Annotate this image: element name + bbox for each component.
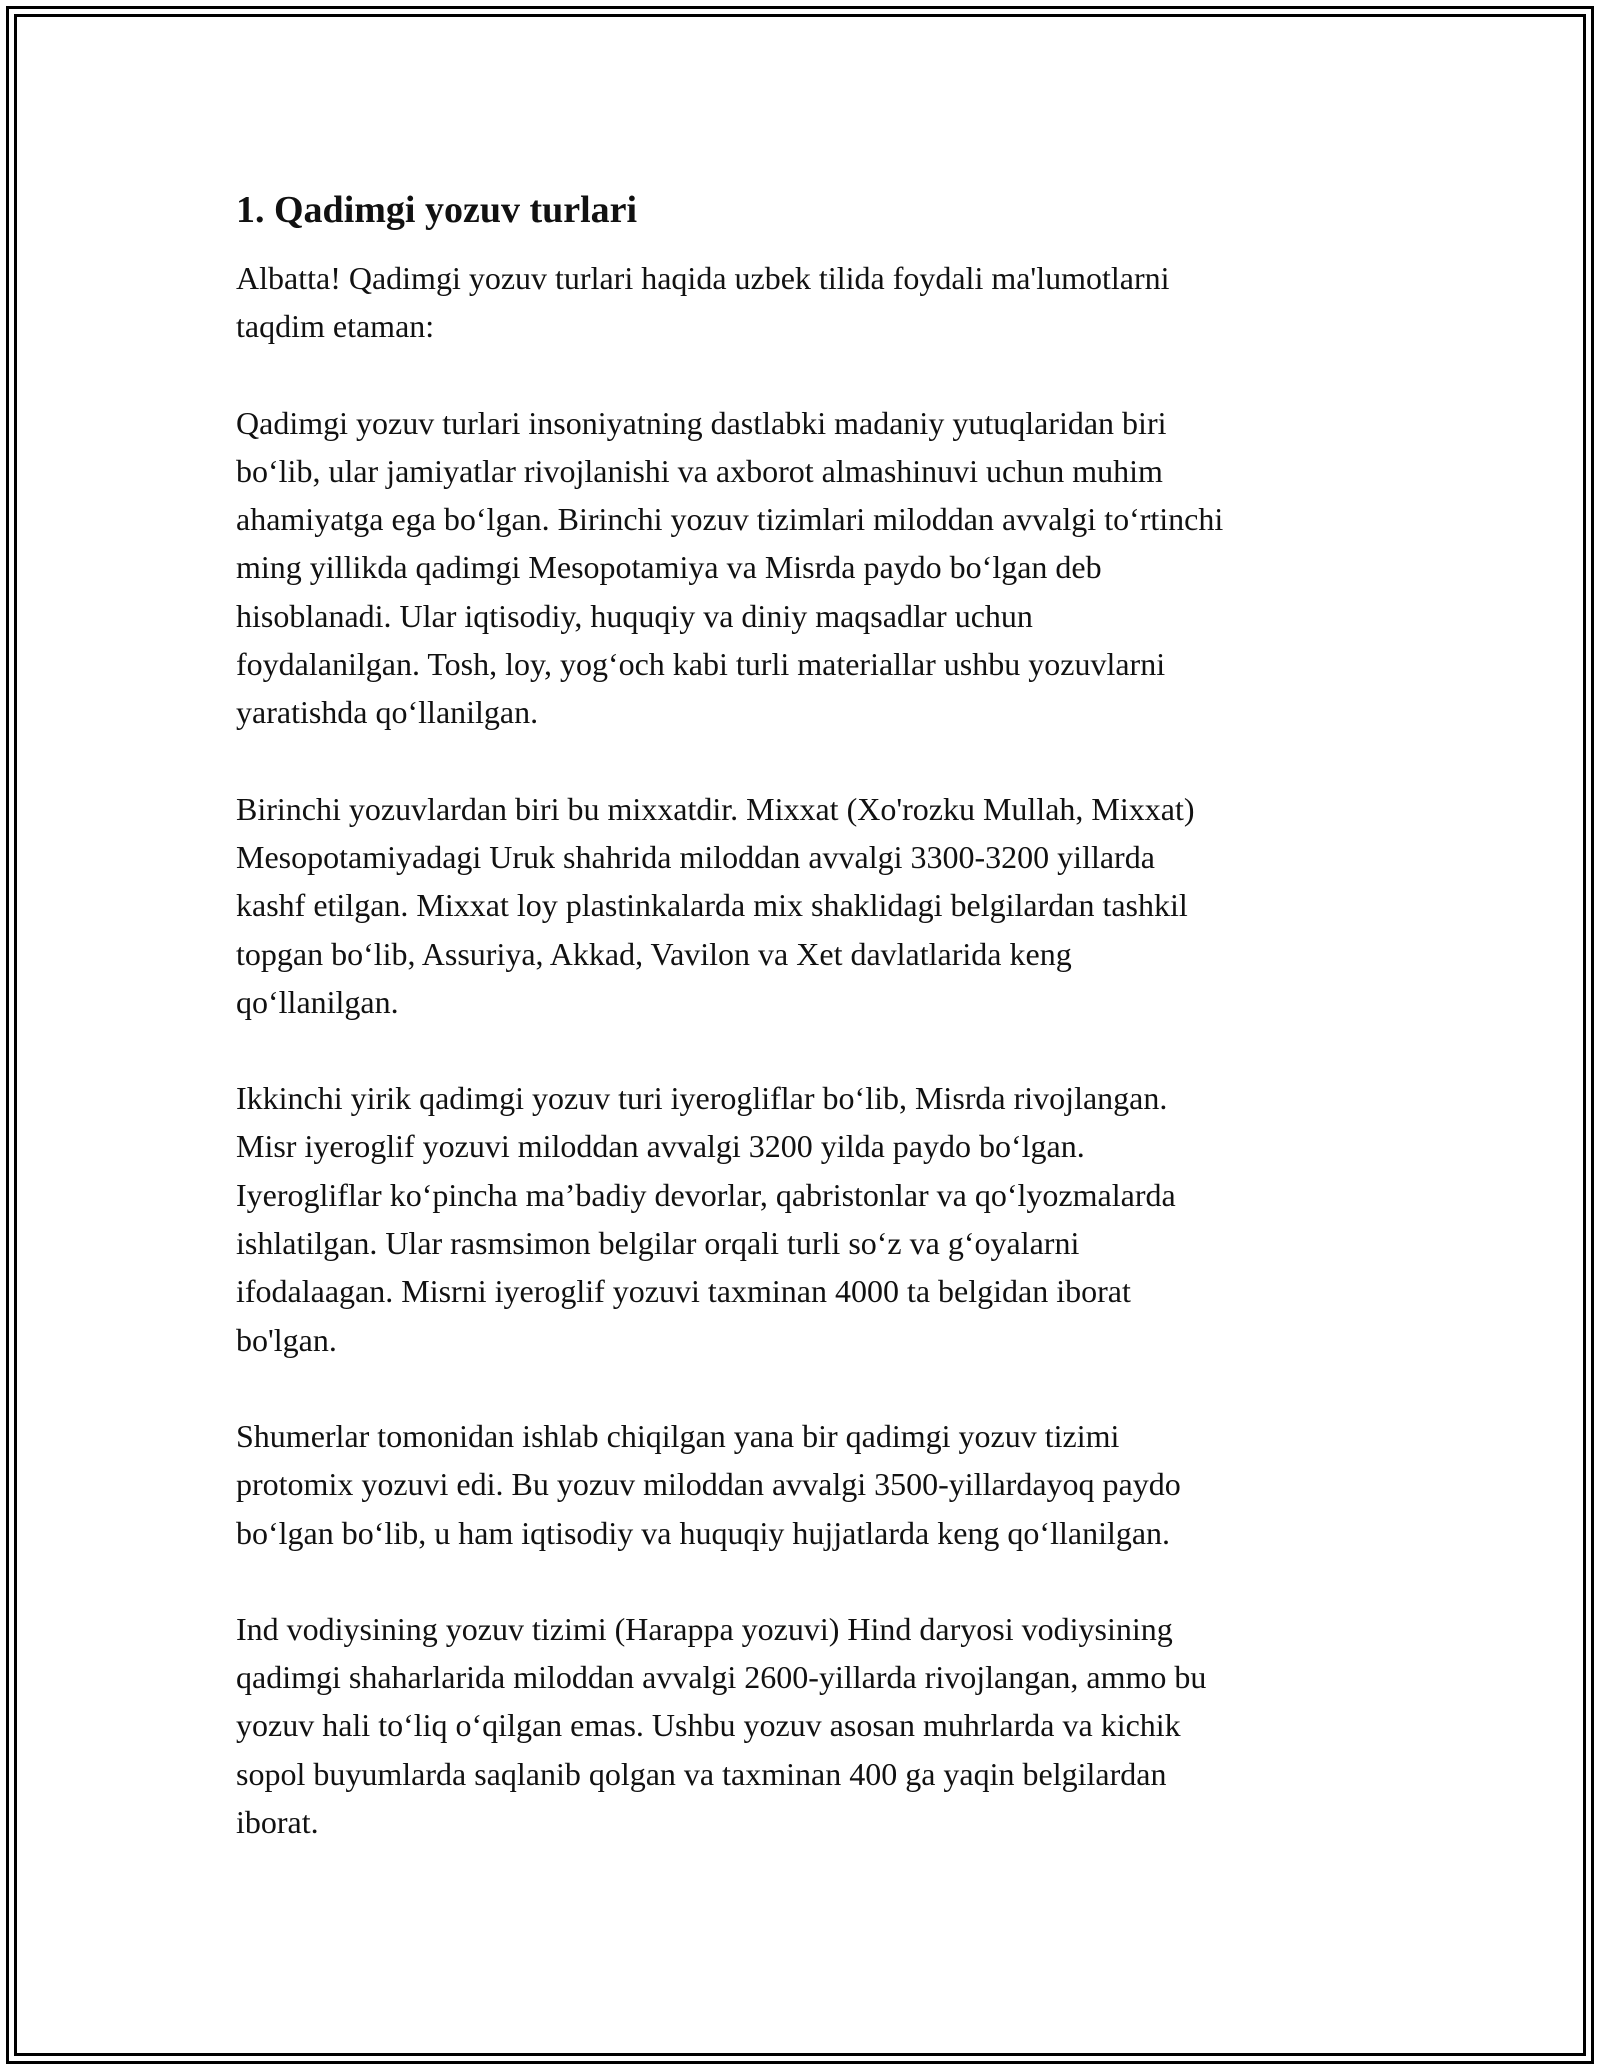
paragraph-line: Birinchi yozuvlardan biri bu mixxatdir. Mixxat (Xo'rozku Mullah, Mixxat) [236, 790, 1195, 827]
paragraph-overview [236, 399, 1376, 737]
document-body [236, 184, 1376, 1894]
paragraph-line: bo'lgan. [236, 1321, 337, 1358]
paragraph-line: ahamiyatga ega bo‘lgan. Birinchi yozuv tizimlari miloddan avvalgi to‘rtinchi [236, 501, 1224, 538]
paragraph-line: Ikkinchi yirik qadimgi yozuv turi iyerogliflar bo‘lib, Misrda rivojlangan. [236, 1080, 1168, 1117]
paragraph-cuneiform [236, 785, 1376, 1026]
paragraph-line: foydalanilgan. Tosh, loy, yog‘och kabi turli materiallar ushbu yozuvlarni [236, 646, 1166, 683]
page-title: 1. Qadimgi yozuv turlari [236, 189, 638, 231]
paragraph-line: ming yillikda qadimgi Mesopotamiya va Misrda paydo bo‘lgan deb [236, 549, 1102, 586]
paragraph-line: Qadimgi yozuv turlari insoniyatning dastlabki madaniy yutuqlaridan biri [236, 404, 1167, 441]
paragraph-line: topgan bo‘lib, Assuriya, Akkad, Vavilon va Xet davlatlarida keng [236, 935, 1072, 972]
paragraph-line: sopol buyumlarda saqlanib qolgan va taxminan 400 ga yaqin belgilardan [236, 1755, 1167, 1792]
paragraph-line: bo‘lib, ular jamiyatlar rivojlanishi va axborot almashinuvi uchun muhim [236, 452, 1163, 489]
paragraph-hieroglyphs [236, 1074, 1376, 1364]
paragraph-line: bo‘lgan bo‘lib, u ham iqtisodiy va huquqiy hujjatlarda keng qo‘llanilgan. [236, 1514, 1171, 1551]
paragraph-line: kashf etilgan. Mixxat loy plastinkalarda mix shaklidagi belgilardan tashkil [236, 887, 1188, 924]
paragraph-sumerian [236, 1412, 1376, 1557]
paragraph-line: protomix yozuvi edi. Bu yozuv miloddan avvalgi 3500-yillardayoq paydo [236, 1466, 1181, 1503]
paragraph-line: Misr iyeroglif yozuvi miloddan avvalgi 3200 yilda paydo bo‘lgan. [236, 1128, 1085, 1165]
paragraph-line: hisoblanadi. Ular iqtisodiy, huquqiy va diniy maqsadlar uchun [236, 597, 1033, 634]
paragraph-line: ishlatilgan. Ular rasmsimon belgilar orqali turli so‘z va g‘oyalarni [236, 1225, 1080, 1262]
paragraph-line: Ind vodiysining yozuv tizimi (Harappa yozuvi) Hind daryosi vodiysining [236, 1610, 1173, 1647]
paragraph-line: ifodalaagan. Misrni iyeroglif yozuvi taxminan 4000 ta belgidan iborat [236, 1273, 1131, 1310]
paragraph-line: Shumerlar tomonidan ishlab chiqilgan yana bir qadimgi yozuv tizimi [236, 1417, 1120, 1454]
paragraph-intro [236, 254, 1376, 351]
paragraph-line: Mesopotamiyadagi Uruk shahrida miloddan avvalgi 3300-3200 yillarda [236, 838, 1155, 875]
paragraph-line: yozuv hali to‘liq o‘qilgan emas. Ushbu yozuv asosan muhrlarda va kichik [236, 1707, 1181, 1744]
paragraph-line: qadimgi shaharlarida miloddan avvalgi 2600-yillarda rivojlangan, ammo bu [236, 1659, 1207, 1696]
paragraph-line: Albatta! Qadimgi yozuv turlari haqida uzbek tilida foydali ma'lumotlarni [236, 260, 1170, 296]
paragraph-line: qo‘llanilgan. [236, 983, 399, 1020]
paragraph-line: Iyerogliflar ko‘pincha ma’badiy devorlar, qabristonlar va qo‘lyozmalarda [236, 1176, 1176, 1213]
paragraph-indus [236, 1605, 1376, 1846]
paragraph-line: yaratishda qo‘llanilgan. [236, 694, 539, 731]
paragraph-line: taqdim etaman: [236, 308, 435, 345]
paragraph-line: iborat. [236, 1804, 319, 1841]
